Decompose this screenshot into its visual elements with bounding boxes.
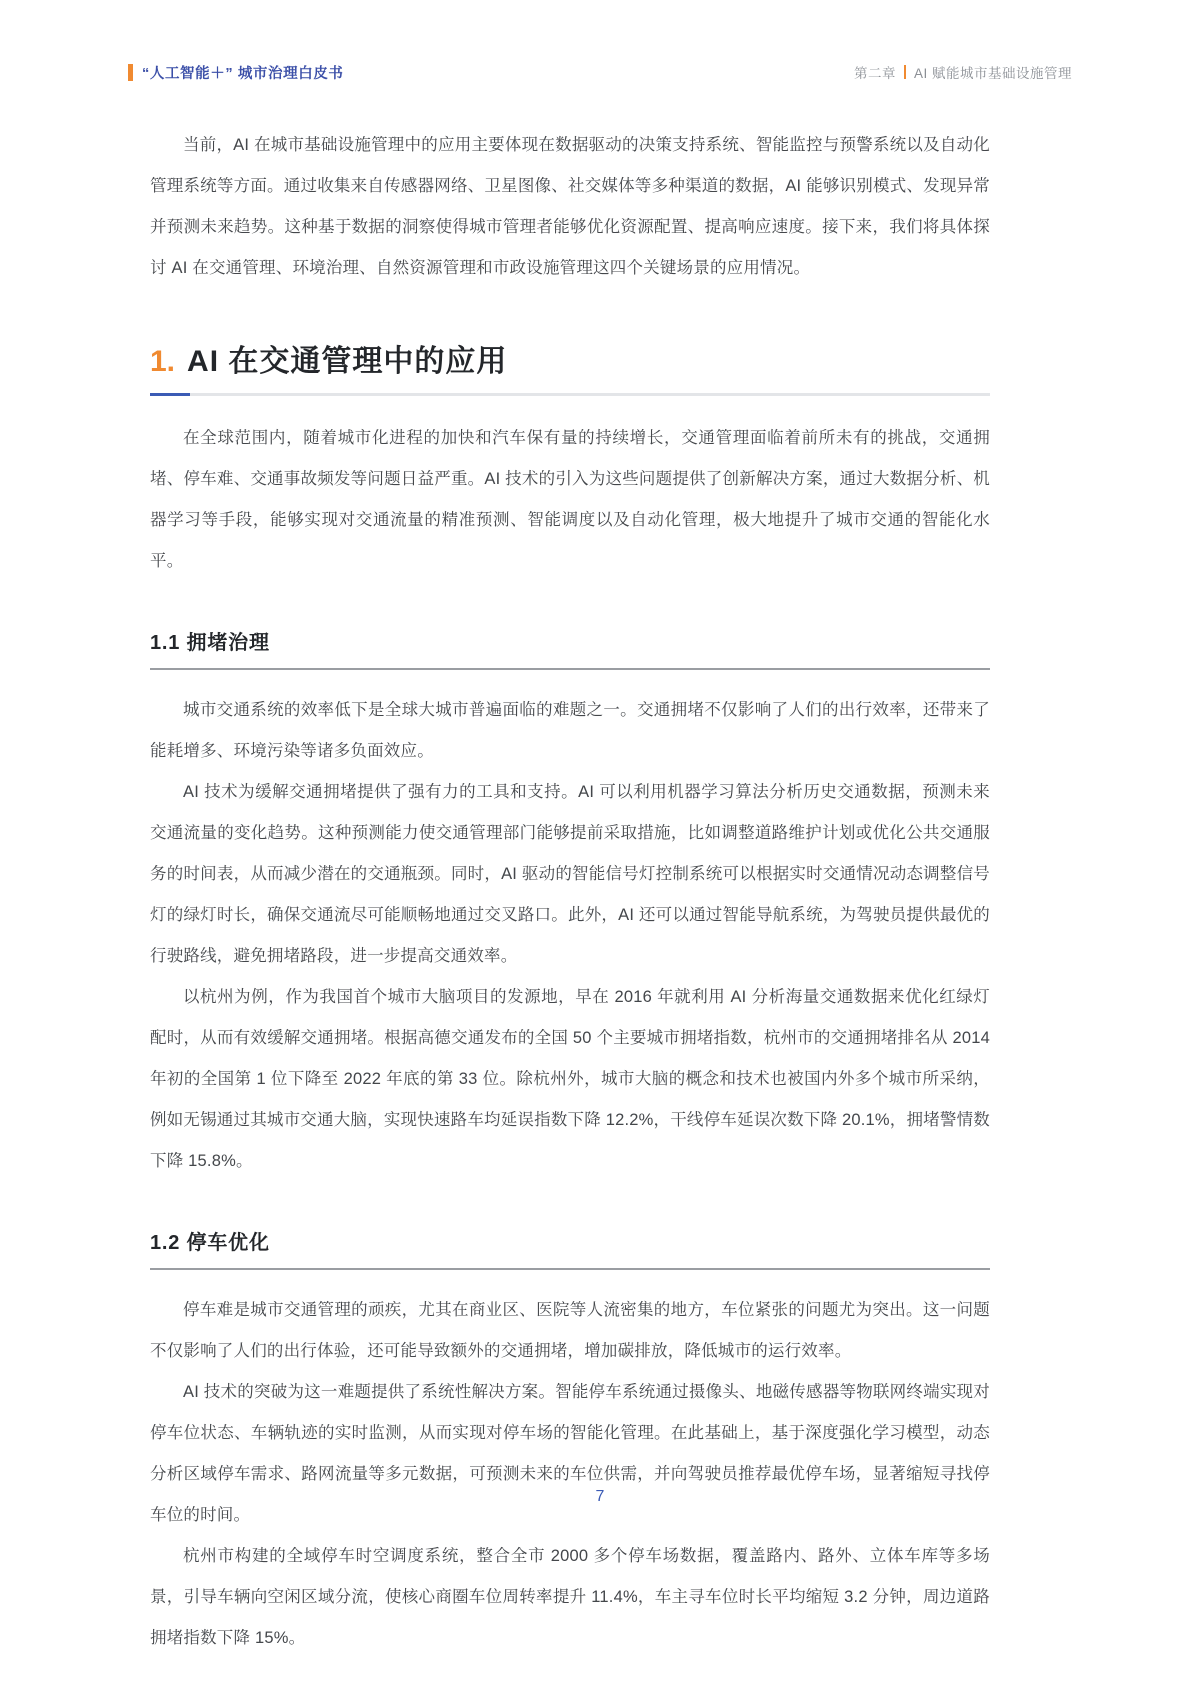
intro-paragraph: 当前，AI 在城市基础设施管理中的应用主要体现在数据驱动的决策支持系统、智能监控与预警系统以及自动化管理系统等方面。通过收集来自传感器网络、卫星图像、社交媒体等多种渠道的数据，AI 能够识别模式、发现异常并预测未来趋势。这种基于数据的洞察使得城市管理者能够优化资源配置、提高响应速度。接下来，我们将具体探讨 AI 在交通管理、环境治理、自然资源管理和市政设施管理这四个关键场景的应用情况。 [150,136,990,277]
paragraph: 杭州市构建的全域停车时空调度系统，整合全市 2000 多个停车场数据，覆盖路内、路外、立体车库等多场景，引导车辆向空闲区域分流，使核心商圈车位周转率提升 11.4%，车主寻车位时长平均缩短 3.2 分钟，周边道路拥堵指数下降 15%。 [150,1547,990,1647]
header-separator-icon [904,65,906,79]
section-heading [150,347,990,377]
subsection-body-1-2 [150,1290,990,1659]
document-title: “人工智能＋” 城市治理白皮书 [142,65,344,82]
running-header [128,55,1072,89]
section-number: 1. [150,345,176,378]
paragraph: 城市交通系统的效率低下是全球大城市普遍面临的难题之一。交通拥堵不仅影响了人们的出行效率，还带来了能耗增多、环境污染等诸多负面效应。 [150,701,990,760]
paragraph: 以杭州为例，作为我国首个城市大脑项目的发源地，早在 2016 年就利用 AI 分析海量交通数据来优化红绿灯配时，从而有效缓解交通拥堵。根据高德交通发布的全国 50 个主要城市拥堵指数，杭州市的交通拥堵排名从 2014 年初的全国第 1 位下降至 2022 年底的第 33 位。除杭州外，城市大脑的概念和技术也被国内外多个城市所采纳，例如无锡通过其城市交通大脑，实现快速路车均延误指数下降 12.2%，干线停车延误次数下降 20.1%，拥堵警情数下降 15.8%。 [150,988,990,1170]
section-intro-body [150,418,990,582]
paragraph: 停车难是城市交通管理的顽疾，尤其在商业区、医院等人流密集的地方，车位紧张的问题尤为突出。这一问题不仅影响了人们的出行体验，还可能导致额外的交通拥堵，增加碳排放，降低城市的运行效率。 [150,1301,990,1360]
subsection-divider-1-2 [150,1268,990,1270]
subsection-heading-1-1: 1.1 拥堵治理 [150,632,270,654]
running-header-right [854,62,1072,82]
subsection-divider-1-1 [150,668,990,670]
running-header-left [128,62,344,83]
subsection-heading-1-2: 1.2 停车优化 [150,1232,270,1254]
orange-accent-bar-icon [128,64,133,81]
section-divider [150,393,990,396]
section-title: AI 在交通管理中的应用 [187,345,508,378]
chapter-title: AI 赋能城市基础设施管理 [913,66,1072,81]
paragraph: AI 技术的突破为这一难题提供了系统性解决方案。智能停车系统通过摄像头、地磁传感器等物联网终端实现对停车位状态、车辆轨迹的实时监测，从而实现对停车场的智能化管理。在此基础上，基于深度强化学习模型，动态分析区域停车需求、路网流量等多元数据，可预测未来的车位供需，并向驾驶员推荐最优停车场，显著缩短寻找停车位的时间。 [150,1383,990,1524]
page-number: 7 [595,1488,605,1505]
section-intro-paragraph: 在全球范围内，随着城市化进程的加快和汽车保有量的持续增长，交通管理面临着前所未有的挑战，交通拥堵、停车难、交通事故频发等问题日益严重。AI 技术的引入为这些问题提供了创新解决方案，通过大数据分析、机器学习等手段，能够实现对交通流量的精准预测、智能调度以及自动化管理，极大地提升了城市交通的智能化水平。 [150,429,990,570]
chapter-label: 第二章 [853,66,896,81]
paragraph: AI 技术为缓解交通拥堵提供了强有力的工具和支持。AI 可以利用机器学习算法分析历史交通数据，预测未来交通流量的变化趋势。这种预测能力使交通管理部门能够提前采取措施，比如调整道路维护计划或优化公共交通服务的时间表，从而减少潜在的交通瓶颈。同时，AI 驱动的智能信号灯控制系统可以根据实时交通情况动态调整信号灯的绿灯时长，确保交通流尽可能顺畅地通过交叉路口。此外，AI 还可以通过智能导航系统，为驾驶员提供最优的行驶路线，避免拥堵路段，进一步提高交通效率。 [150,783,990,965]
page-content [150,125,990,1659]
intro-block [150,125,990,289]
subsection-body-1-1 [150,690,990,1182]
